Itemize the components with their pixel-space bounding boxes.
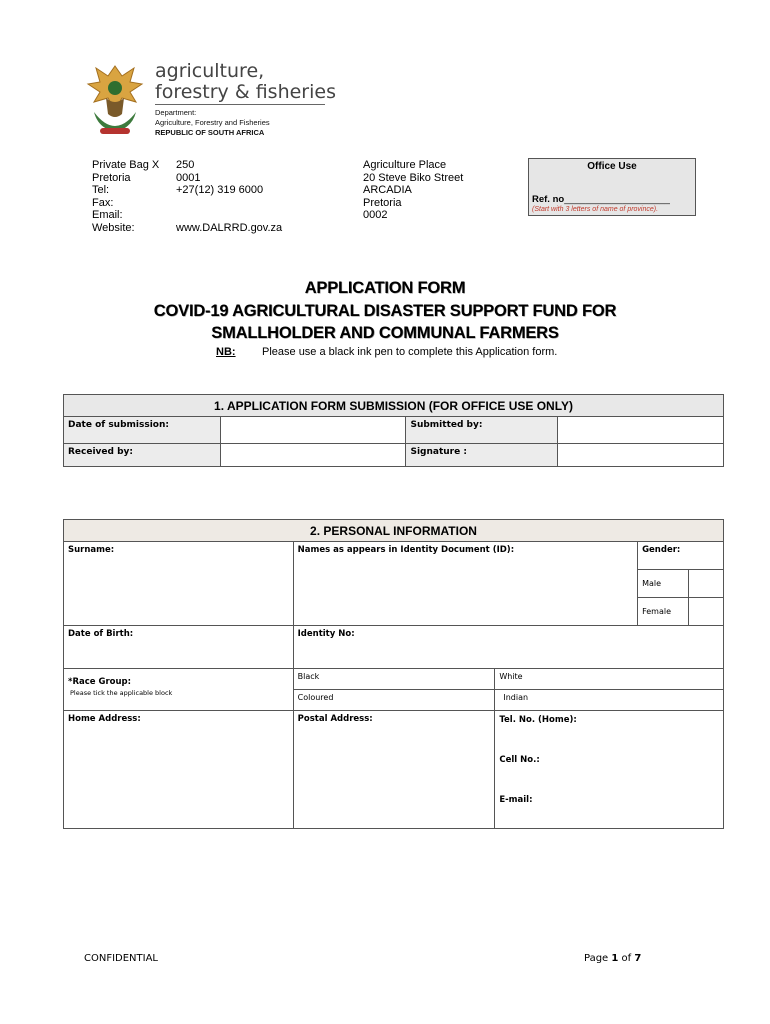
page-number: 1 [611,953,619,964]
logo-divider [155,104,325,105]
department-name-line1: agriculture, [155,60,265,82]
received-by-label: Received by: [64,444,221,467]
race-group-label: *Race Group: [68,677,132,687]
department-sub3: REPUBLIC OF SOUTH AFRICA [155,128,265,137]
street-address [363,159,463,222]
page-prefix: Page [584,953,612,964]
nb-text: Please use a black ink pen to complete this Application form. [262,346,558,358]
date-of-submission-input[interactable] [220,417,406,444]
race-coloured-option[interactable]: Coloured [293,690,495,711]
gender-label: Gender: [638,542,724,570]
tel-home-label[interactable]: Tel. No. (Home): [499,715,577,725]
ref-no-note: (Start with 3 letters of name of province). [532,206,659,213]
ref-no-field[interactable] [532,194,670,205]
signature-input[interactable] [558,444,724,467]
id-no-field[interactable] [293,626,723,669]
section1-header: 1. APPLICATION FORM SUBMISSION (FOR OFFICE USE ONLY) [64,395,724,417]
signature-label: Signature : [406,444,558,467]
postal-address-field[interactable] [293,711,495,829]
form-subtitle-line2: SMALLHOLDER AND COMMUNAL FARMERS [211,324,559,342]
surname-label: Surname: [68,545,115,555]
contact-label: Fax: [92,196,114,209]
names-field[interactable] [293,542,637,626]
contact-value: 250 [176,159,195,171]
dob-field[interactable] [64,626,294,669]
race-black-option[interactable]: Black [293,669,495,690]
received-by-input[interactable] [220,444,406,467]
contact-label: Private Bag X [92,159,160,171]
race-indian-option[interactable]: Indian [495,690,724,711]
page-total: 7 [634,953,642,964]
id-no-label: Identity No: [297,629,355,639]
department-sub2: Agriculture, Forestry and Fisheries [155,118,270,127]
contact-value [176,209,282,222]
gender-female-checkbox[interactable] [689,598,724,626]
postal-address-label: Postal Address: [297,714,373,724]
names-label: Names as appears in Identity Document (ID): [297,545,515,555]
gender-male-label: Male [638,570,689,598]
contact-value: +27(12) 319 6000 [176,184,264,196]
home-address-label: Home Address: [68,714,141,724]
page-of: of [618,953,635,964]
contact-label: Website: [92,221,135,234]
form-title: APPLICATION FORM [304,279,466,297]
confidential-label: CONFIDENTIAL [84,953,159,964]
cell-no-label[interactable]: Cell No.: [499,755,540,765]
race-group-cell [64,669,294,711]
race-group-note: Please tick the applicable block [70,689,173,697]
page-indicator [584,953,641,964]
contact-labels [92,159,159,234]
submitted-by-input[interactable] [558,417,724,444]
home-address-field[interactable] [64,711,294,829]
race-white-option[interactable]: White [495,669,724,690]
nb-label: NB: [216,346,236,358]
contact-label: Tel: [92,184,110,196]
contact-numbers-cell [495,711,724,829]
gender-female-label: Female [638,598,689,626]
address-line: Pretoria [363,196,402,209]
contact-value: 0001 [176,171,201,184]
ref-no-line: ____________________ [564,194,670,205]
office-use-box [528,158,696,216]
submission-table [63,394,724,467]
gender-male-checkbox[interactable] [689,570,724,598]
contact-values [176,159,282,234]
department-name-line2: forestry & fisheries [155,81,336,103]
date-of-submission-label: Date of submission: [64,417,221,444]
address-line: 20 Steve Biko Street [363,171,464,184]
ref-no-label: Ref. no [532,194,565,205]
section2-header: 2. PERSONAL INFORMATION [64,520,724,542]
contact-value [176,197,282,210]
dob-label: Date of Birth: [68,629,134,639]
surname-field[interactable] [64,542,294,626]
address-line: Agriculture Place [363,159,447,171]
form-subtitle-line1: COVID-19 AGRICULTURAL DISASTER SUPPORT FUND FOR [153,302,617,320]
contact-label: Pretoria [92,171,131,184]
contact-value: www.DALRRD.gov.za [176,221,283,234]
office-use-title: Office Use [587,161,637,172]
contact-label: Email: [92,209,123,221]
address-line: ARCADIA [363,184,412,196]
coat-of-arms-icon [84,62,146,138]
email-label[interactable]: E-mail: [499,795,533,805]
address-line: 0002 [363,209,388,221]
personal-info-table [63,519,724,829]
department-sub1: Department: [155,108,197,117]
submitted-by-label: Submitted by: [406,417,558,444]
